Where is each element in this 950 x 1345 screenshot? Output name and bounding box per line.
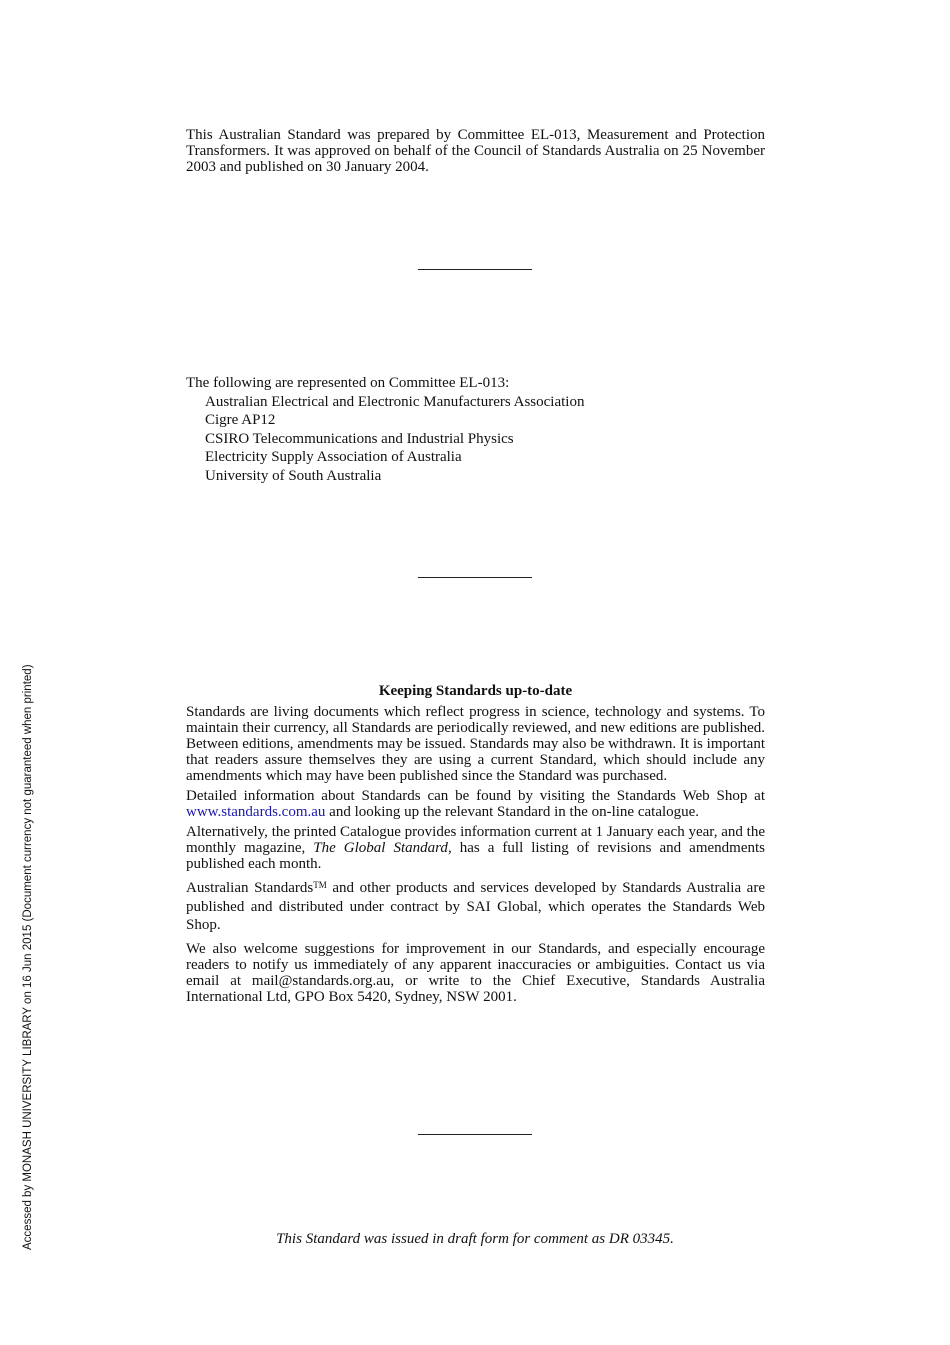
- committee-member: CSIRO Telecommunications and Industrial Physics: [205, 430, 514, 447]
- draft-footer-note: This Standard was issued in draft form for comment as DR 03345.: [276, 1231, 674, 1247]
- keeping-section: [186, 704, 765, 1009]
- access-stamp: Accessed by MONASH UNIVERSITY LIBRARY on 16 Jun 2015 (Document currency not guaranteed when printed): [22, 664, 34, 1250]
- paragraph-text: Australian Standards: [186, 880, 314, 896]
- committee-member: Electricity Supply Association of Australia: [205, 449, 462, 465]
- committee-member: Australian Electrical and Electronic Manufacturers Association: [205, 393, 585, 410]
- committee-member: University of South Australia: [205, 467, 382, 484]
- paragraph-text: Alternatively, the printed Catalogue provides information current at 1 January each year, and the monthly magazine,: [186, 824, 765, 856]
- keeping-paragraph-2: [186, 788, 765, 820]
- committee-member: Cigre AP12: [205, 412, 276, 428]
- keeping-paragraph-4: [186, 876, 765, 935]
- committee-heading: The following are represented on Committee EL-013:: [186, 375, 510, 391]
- keeping-paragraph-1: Standards are living documents which reflect progress in science, technology and systems. To maintain their currency, all Standards are periodically reviewed, and new editions are published. Between editions, amendments may be issued. Standards may also be withdrawn. It is important that readers assure themselves they are using a current Standard, which should include any amendments which may have been published since the Standard was purchased.: [186, 704, 765, 784]
- keeping-heading: Keeping Standards up-to-date: [378, 683, 573, 699]
- paragraph-text: Detailed information about Standards can be found by visiting the Standards Web Shop at: [186, 788, 765, 804]
- keeping-paragraph-5: We also welcome suggestions for improvement in our Standards, and especially encourage readers to notify us immediately of any apparent inaccuracies or ambiguities. Contact us via email at mail@standards.org.au, or write to the Chief Executive, Standards Australia International Ltd, GPO Box 5420, Sydney, NSW 2001.: [186, 940, 765, 1005]
- committee-section: [186, 374, 765, 485]
- trademark-mark: TM: [313, 880, 327, 890]
- paragraph-text: , has a full listing of revisions and amendments published each month.: [186, 840, 765, 872]
- paragraph-text: and looking up the relevant Standard in the on-line catalogue.: [325, 804, 700, 820]
- keeping-paragraph-3: [186, 824, 765, 872]
- magazine-title: The Global Standard: [313, 840, 448, 856]
- divider-rule-2: [418, 577, 532, 578]
- divider-rule-3: [418, 1134, 532, 1135]
- standards-web-link[interactable]: www.standards.com.au: [186, 804, 326, 820]
- divider-rule-1: [418, 269, 532, 270]
- intro-paragraph: This Australian Standard was prepared by Committee EL-013, Measurement and Protection Transformers. It was approved on behalf of the Council of Standards Australia on 25 November 2003 and published on 30 January 2004.: [186, 127, 765, 175]
- paragraph-text: and other products and services developed by Standards Australia are published and distributed under contract by SAI Global, which operates the Standards Web Shop.: [186, 880, 765, 933]
